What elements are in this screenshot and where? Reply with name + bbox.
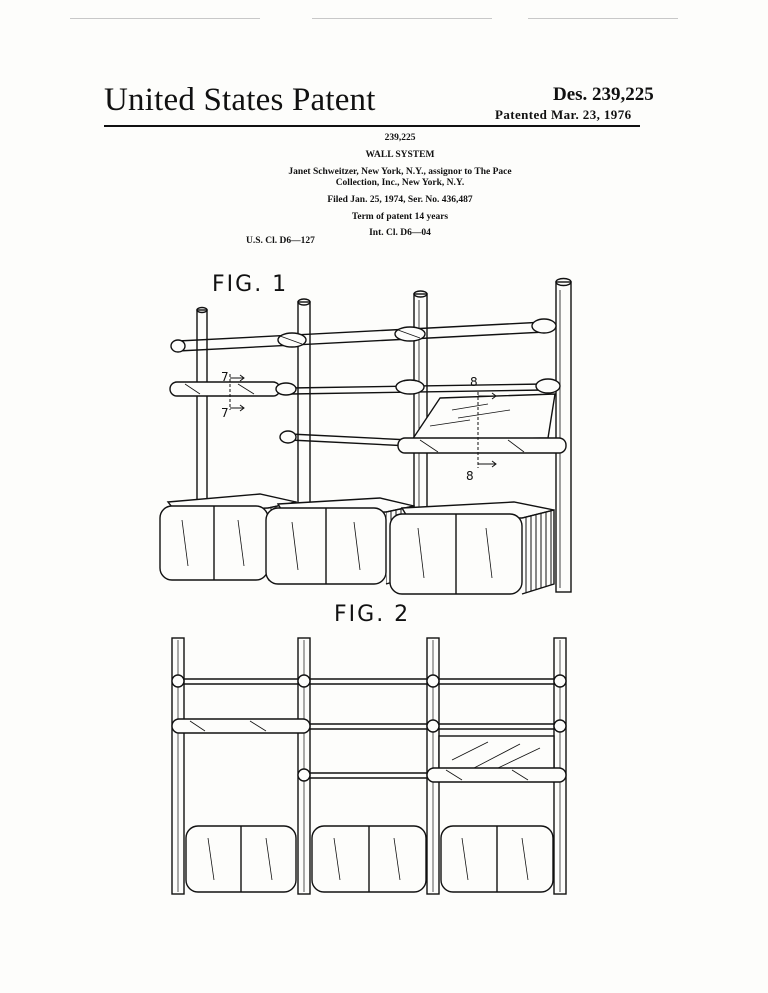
patent-number: Des. 239,225 [553,84,654,105]
patent-term: Term of patent 14 years [351,212,449,222]
patent-office-title: United States Patent [104,82,376,118]
fig2-top-rail [172,675,566,687]
fig2-drawing [172,638,566,894]
inventor-line-2: Collection, Inc., New York, N.Y. [335,178,465,188]
section-label-7-bottom: 7 [221,406,229,420]
fig2-label: FIG. 2 [334,602,411,627]
fig1-lower-rail [280,394,566,453]
fig1-cabinets [160,494,554,594]
us-class: U.S. Cl. D6—127 [246,236,315,246]
section-label-7-top: 7 [221,370,229,384]
fig1-top-rail [171,319,556,352]
filing-info: Filed Jan. 25, 1974, Ser. No. 436,487 [327,195,473,205]
design-title: WALL SYSTEM [365,150,435,160]
patent-number-small: 239,225 [384,133,416,143]
fig2-glass-shelf [439,736,554,772]
section-label-8-bottom: 8 [466,469,474,483]
section-label-8-top: 8 [470,375,478,389]
fig1-label: FIG. 1 [212,272,289,297]
fig2-lower-rail [298,768,566,782]
fig1-drawing [160,279,571,595]
patented-date: Patented Mar. 23, 1976 [495,107,632,122]
fig2-middle-rail [172,719,566,733]
inventor-line-1: Janet Schweitzer, New York, N.Y., assignor to The Pace [288,167,512,177]
fig2-cabinets [186,826,553,892]
international-class: Int. Cl. D6—04 [369,228,431,238]
